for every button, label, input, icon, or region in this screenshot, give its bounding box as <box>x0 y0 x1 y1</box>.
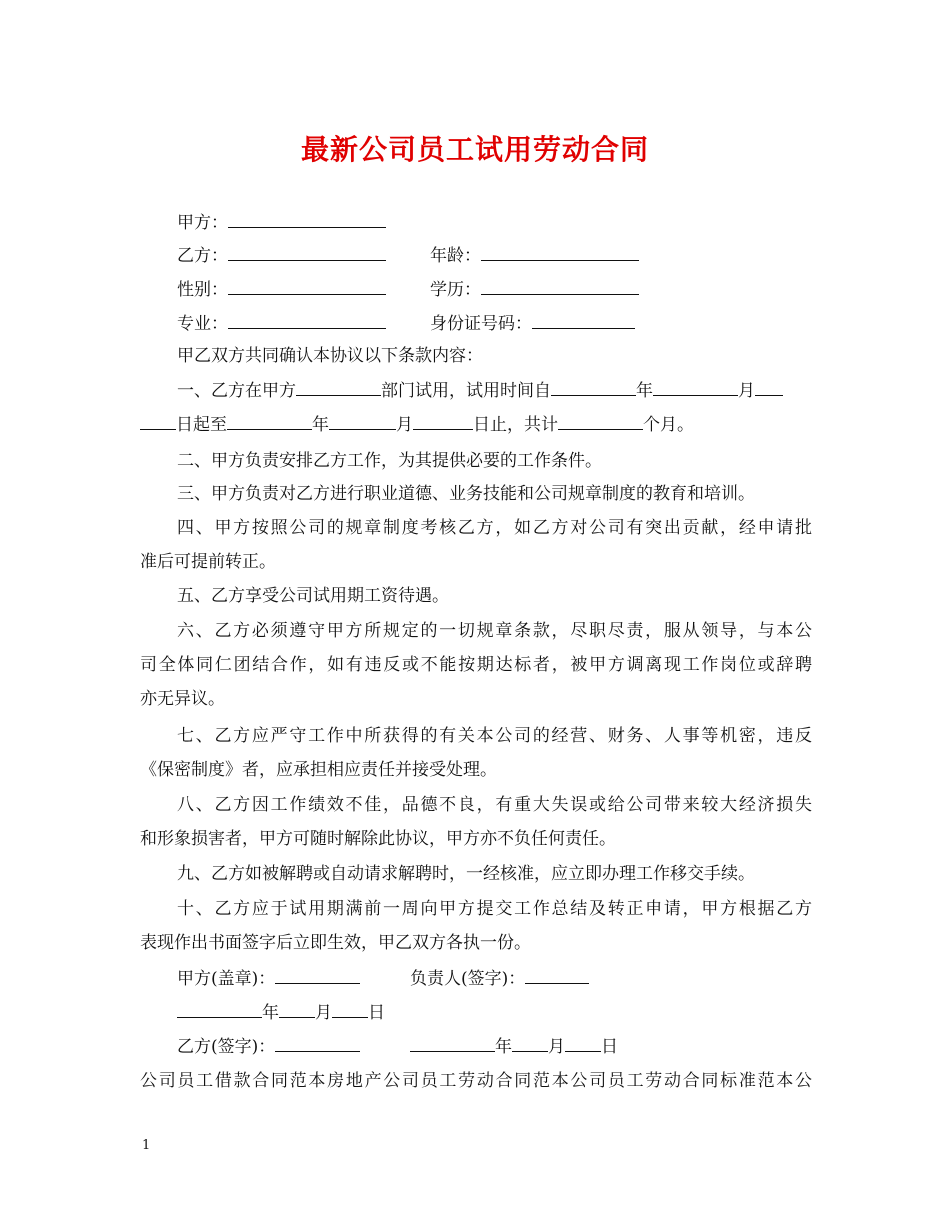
party-a-label: 甲方： <box>177 213 228 233</box>
party-a-seal-label: 甲方(盖章)： <box>177 969 276 989</box>
clause-6-line-1: 六、乙方必须遵守甲方所规定的一切规章条款，尽职尽责，服从领导，与本公 <box>177 621 812 641</box>
clause-7-line-2: 《保密制度》者，应承担相应责任并接受处理。 <box>140 760 497 780</box>
education-blank <box>481 278 639 295</box>
intro-text: 甲乙双方共同确认本协议以下条款内容： <box>177 346 483 366</box>
clause-9: 九、乙方如被解聘或自动请求解聘时，一经核准，应立即办理工作移交手续。 <box>177 864 755 884</box>
field-row-major <box>177 312 812 335</box>
party-b-sign-blank <box>275 1035 360 1052</box>
date-a-day-label: 日 <box>368 1003 385 1023</box>
clause-5: 五、乙方享受公司试用期工资待遇。 <box>177 586 449 606</box>
responsible-field <box>410 967 589 990</box>
clause-10-line-2: 表现作出书面签字后立即生效，甲乙双方各执一份。 <box>140 933 531 953</box>
clause-10-line-1: 十、乙方应于试用期满前一周向甲方提交工作总结及转正申请，甲方根据乙方 <box>177 899 812 919</box>
date-b-month-blank <box>512 1035 548 1052</box>
clause-8-line-2: 和形象损害者，甲方可随时解除此协议，甲方亦不负任何责任。 <box>140 829 616 849</box>
responsible-blank <box>525 967 589 984</box>
age-label: 年龄： <box>430 246 481 266</box>
clause-1-text-e: 日起至 <box>176 415 227 435</box>
date-b-year-label: 年 <box>495 1037 512 1057</box>
date-a-month-blank <box>279 1001 315 1018</box>
start-day-blank-1 <box>755 379 783 396</box>
clause-1-text-c: 年 <box>636 381 653 401</box>
start-year-blank <box>551 379 636 396</box>
date-a-day-blank <box>332 1001 368 1018</box>
signature-date-b <box>410 1035 618 1058</box>
clause-4-line-1: 四、甲方按照公司的规章制度考核乙方，如乙方对公司有突出贡献，经申请批 <box>177 518 812 538</box>
party-b-sign-label: 乙方(签字)： <box>177 1037 276 1057</box>
date-a-year-label: 年 <box>262 1003 279 1023</box>
education-field <box>430 278 639 301</box>
id-number-label: 身份证号码： <box>430 314 532 334</box>
clause-6-line-2: 司全体同仁团结合作，如有违反或不能按期达标者，被甲方调离现工作岗位或辞聘 <box>140 655 812 675</box>
clause-1-text-d: 月 <box>738 381 755 401</box>
clause-3: 三、甲方负责对乙方进行职业道德、业务技能和公司规章制度的教育和培训。 <box>177 484 755 504</box>
field-row-gender <box>177 278 812 301</box>
clause-4-line-2: 准后可提前转正。 <box>140 552 276 572</box>
clause-1-text-b: 部门试用，试用时间自 <box>381 381 551 401</box>
date-a-year-blank <box>177 1001 262 1018</box>
age-blank <box>481 244 639 261</box>
clause-1-line-2 <box>140 413 812 436</box>
party-b-blank <box>228 244 386 261</box>
total-months-blank <box>558 413 643 430</box>
id-number-blank <box>532 312 635 329</box>
clause-7-line-1: 七、乙方应严守工作中所获得的有关本公司的经营、财务、人事等机密，违反 <box>177 726 812 746</box>
footer-related-text: 公司员工借款合同范本房地产公司员工劳动合同范本公司员工劳动合同标准范本公 <box>140 1071 812 1091</box>
date-b-day-label: 日 <box>601 1037 618 1057</box>
end-month-blank <box>329 413 396 430</box>
signature-row-party-b <box>177 1035 812 1058</box>
gender-label: 性别： <box>177 280 228 300</box>
date-b-year-blank <box>410 1035 495 1052</box>
responsible-label: 负责人(签字)： <box>410 969 526 989</box>
signature-row-party-a <box>177 967 812 990</box>
clause-1-line-1 <box>177 379 812 402</box>
major-label: 专业： <box>177 314 228 334</box>
end-day-blank <box>413 413 473 430</box>
document-title: 最新公司员工试用劳动合同 <box>300 133 649 166</box>
date-a-month-label: 月 <box>315 1003 332 1023</box>
party-b-label: 乙方： <box>177 246 228 266</box>
clause-1-text-i: 个月。 <box>643 415 694 435</box>
start-day-blank-2 <box>140 413 176 430</box>
clause-1-text-h: 日止，共计 <box>473 415 558 435</box>
gender-blank <box>228 278 386 295</box>
field-row-party-b <box>177 244 812 267</box>
id-number-field <box>430 312 635 335</box>
clause-1-text-a: 一、乙方在甲方 <box>177 381 296 401</box>
date-b-month-label: 月 <box>548 1037 565 1057</box>
page-number: 1 <box>142 1138 151 1153</box>
clause-8-line-1: 八、乙方因工作绩效不佳，品德不良，有重大失误或给公司带来较大经济损失 <box>177 795 812 815</box>
end-year-blank <box>227 413 312 430</box>
field-row-party-a <box>177 211 812 234</box>
clause-6-line-3: 亦无异议。 <box>140 689 225 709</box>
clause-1-text-g: 月 <box>396 415 413 435</box>
education-label: 学历： <box>430 280 481 300</box>
clause-2: 二、甲方负责安排乙方工作，为其提供必要的工作条件。 <box>177 451 602 471</box>
clause-1-text-f: 年 <box>312 415 329 435</box>
party-a-blank <box>228 211 386 228</box>
signature-date-a <box>177 1001 812 1024</box>
department-blank <box>296 379 381 396</box>
date-b-day-blank <box>565 1035 601 1052</box>
party-a-seal-blank <box>275 967 360 984</box>
major-blank <box>228 312 386 329</box>
start-month-blank <box>653 379 738 396</box>
age-field <box>430 244 639 267</box>
